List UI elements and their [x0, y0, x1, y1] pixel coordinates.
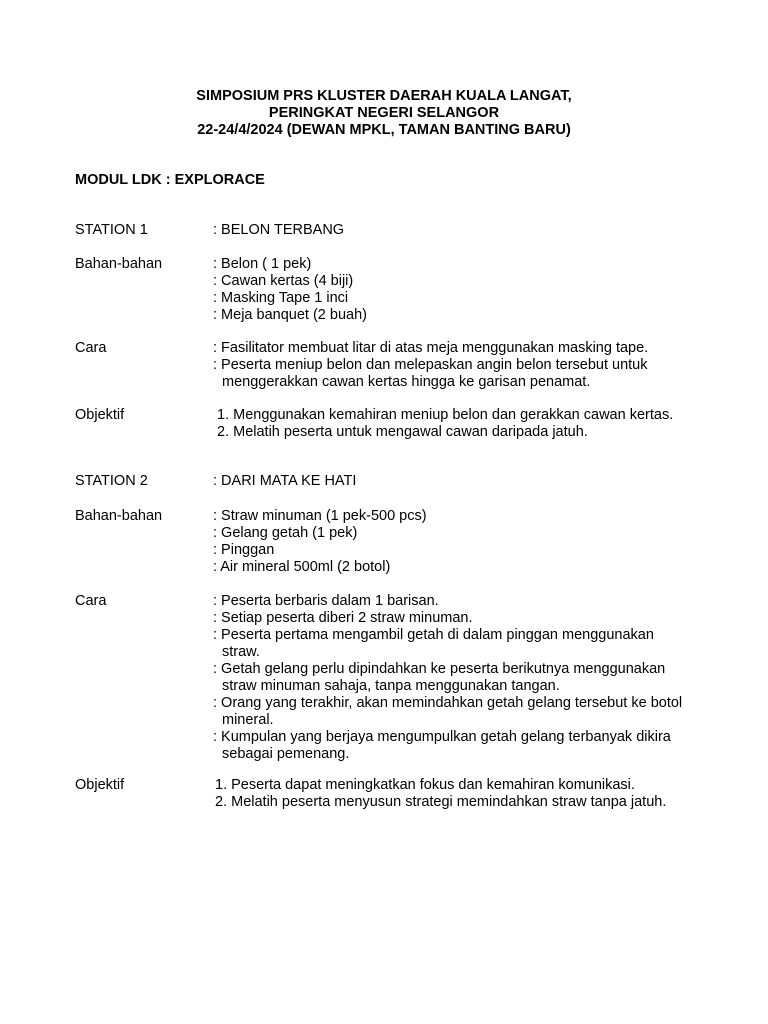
list-item: : Masking Tape 1 inci — [213, 290, 349, 306]
list-item: : Pinggan — [213, 542, 275, 558]
list-item: : Peserta berbaris dalam 1 barisan. — [213, 593, 439, 609]
modul-title: MODUL LDK : EXPLORACE — [75, 172, 265, 188]
station2-cara-list — [213, 593, 682, 763]
list-item-continuation: straw minuman sahaja, tanpa menggunakan tangan. — [222, 678, 560, 694]
station2-objektif-list — [215, 777, 666, 811]
station1-bahan-label: Bahan-bahan — [75, 256, 163, 272]
header-line-1: SIMPOSIUM PRS KLUSTER DAERAH KUALA LANGAT, — [196, 88, 572, 104]
list-item: : Straw minuman (1 pek-500 pcs) — [213, 508, 427, 524]
list-item: 1. Menggunakan kemahiran meniup belon dan gerakkan cawan kertas. — [217, 407, 674, 423]
station1-label: STATION 1 — [75, 222, 148, 238]
list-item: : Air mineral 500ml (2 botol) — [213, 559, 391, 575]
list-item: : Meja banquet (2 buah) — [213, 307, 367, 323]
list-item: : Fasilitator membuat litar di atas meja menggunakan masking tape. — [213, 340, 649, 356]
station1-cara-list — [213, 340, 648, 391]
station2-label: STATION 2 — [75, 473, 148, 489]
header-line-3: 22-24/4/2024 (DEWAN MPKL, TAMAN BANTING BARU) — [197, 122, 571, 138]
station2-objektif-label: Objektif — [75, 777, 125, 793]
list-item: 2. Melatih peserta untuk mengawal cawan daripada jatuh. — [217, 424, 588, 440]
list-item-continuation: menggerakkan cawan kertas hingga ke garisan penamat. — [222, 374, 591, 390]
list-item: : Peserta pertama mengambil getah di dalam pinggan menggunakan — [213, 627, 654, 643]
station1-objektif-list — [217, 407, 673, 441]
station2-name: : DARI MATA KE HATI — [213, 473, 357, 489]
list-item-continuation: mineral. — [222, 712, 274, 728]
station1-name: : BELON TERBANG — [213, 222, 345, 238]
station2-bahan-list — [213, 508, 427, 576]
list-item: : Cawan kertas (4 biji) — [213, 273, 354, 289]
list-item: 1. Peserta dapat meningkatkan fokus dan kemahiran komunikasi. — [215, 777, 635, 793]
list-item-continuation: sebagai pemenang. — [222, 746, 350, 762]
list-item: : Belon ( 1 pek) — [213, 256, 312, 272]
list-item: : Gelang getah (1 pek) — [213, 525, 358, 541]
station2-cara-label: Cara — [75, 593, 107, 609]
list-item: : Getah gelang perlu dipindahkan ke peserta berikutnya menggunakan — [213, 661, 666, 677]
station1-objektif-label: Objektif — [75, 407, 125, 423]
station2-bahan-label: Bahan-bahan — [75, 508, 163, 524]
document-header — [0, 88, 768, 139]
list-item: 2. Melatih peserta menyusun strategi memindahkan straw tanpa jatuh. — [215, 794, 667, 810]
station1-bahan-list — [213, 256, 367, 324]
list-item: : Kumpulan yang berjaya mengumpulkan getah gelang terbanyak dikira — [213, 729, 671, 745]
header-line-2: PERINGKAT NEGERI SELANGOR — [268, 105, 500, 121]
station1-cara-label: Cara — [75, 340, 107, 356]
list-item: : Orang yang terakhir, akan memindahkan getah gelang tersebut ke botol — [213, 695, 683, 711]
list-item: : Setiap peserta diberi 2 straw minuman. — [213, 610, 473, 626]
list-item-continuation: straw. — [222, 644, 260, 660]
list-item: : Peserta meniup belon dan melepaskan angin belon tersebut untuk — [213, 357, 648, 373]
